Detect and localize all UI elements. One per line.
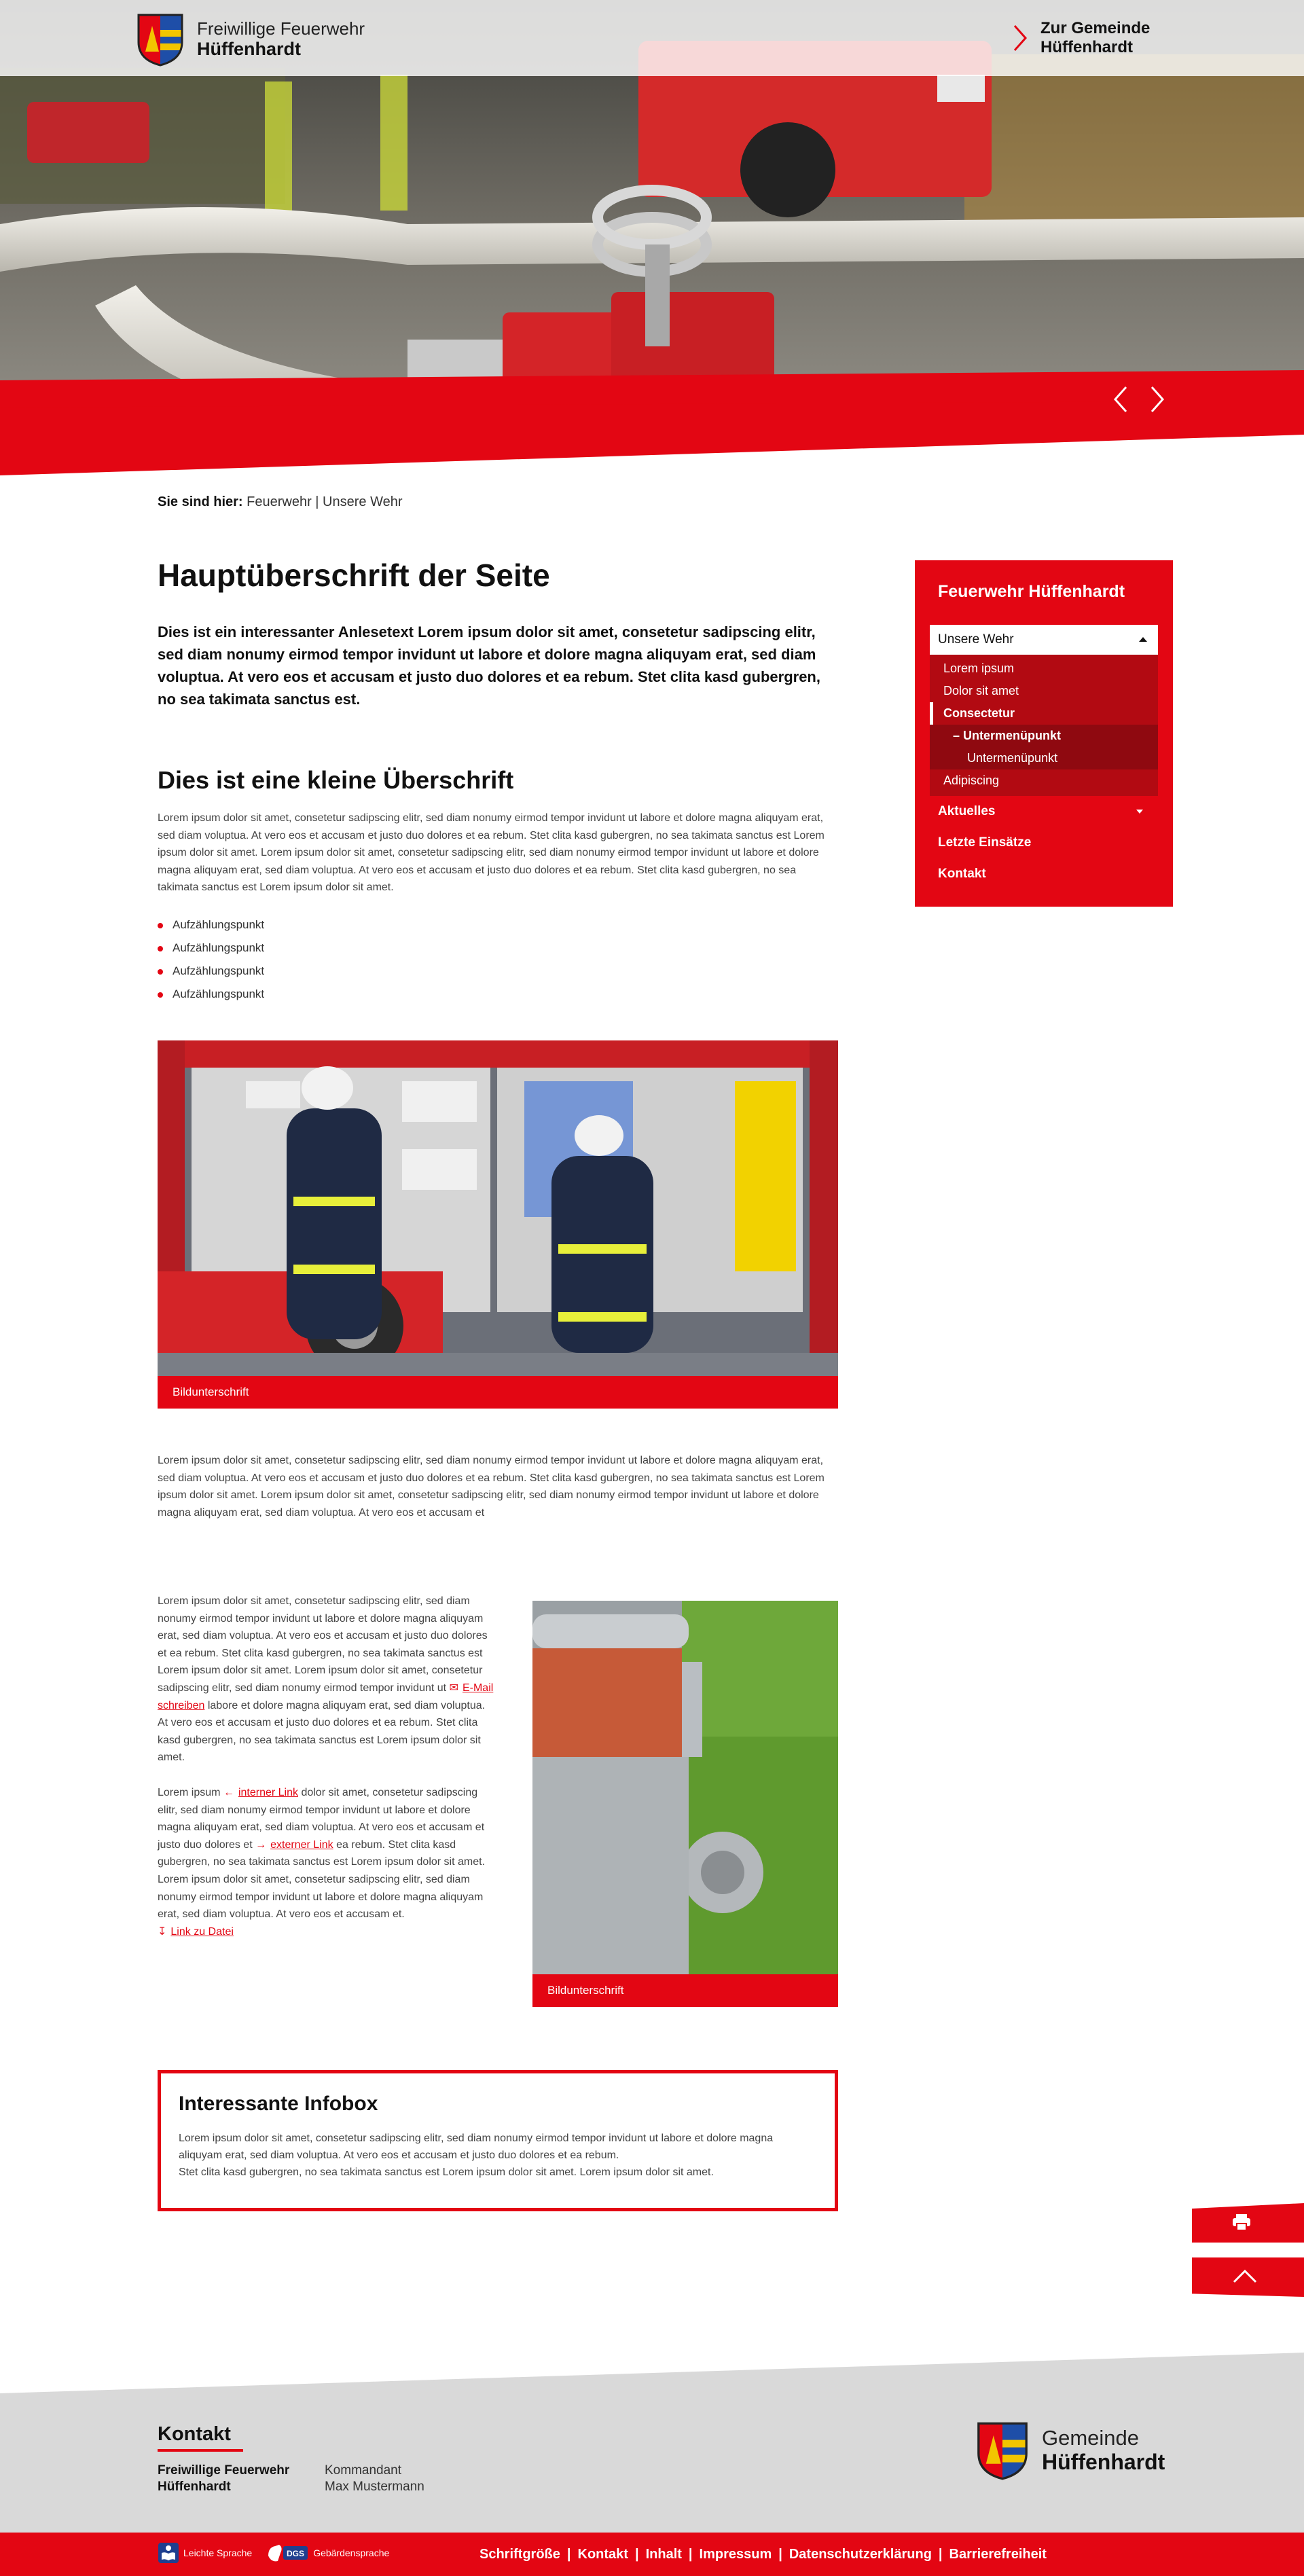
nav-item-consectetur[interactable]: Consectetur <box>930 702 1158 725</box>
list-item: Aufzählungspunkt <box>158 987 264 1011</box>
footer-link-impressum[interactable]: Impressum <box>699 2547 772 2562</box>
brand-text <box>197 19 365 60</box>
arrow-right-icon: → <box>255 1838 267 1851</box>
brand-logo[interactable] <box>136 12 365 67</box>
sign-language-link[interactable] <box>266 2542 389 2564</box>
email-icon: ✉ <box>449 1682 458 1694</box>
infobox-text-2: Stet clita kasd gubergren, no sea takimata sanctus est Lorem ipsum dolor sit amet. Lorem ipsum dolor sit amet. <box>179 2166 714 2178</box>
footer-name: Max Mustermann <box>325 2479 424 2494</box>
brand-line1: Freiwillige Feuerwehr <box>197 18 365 39</box>
email-link[interactable]: E-Mail schreiben <box>158 1682 494 1711</box>
bullet-list <box>158 918 264 1011</box>
footer-brand-line2: Hüffenhardt <box>1042 2450 1165 2475</box>
footer-link-datenschutz[interactable]: Datenschutzerklärung <box>789 2547 932 2562</box>
column-text: labore et dolore magna aliquyam erat, sed diam voluptua. At vero eos et accusam et justo duo dolores et ea rebum. Stet clita kasd gubergren, no sea takimata sanctus est Lorem ipsum dolor sit amet. <box>158 1699 486 1764</box>
footer-link-kontakt[interactable]: Kontakt <box>577 2547 628 2562</box>
list-item: Aufzählungspunkt <box>158 964 264 987</box>
nav-item-kontakt[interactable]: Kontakt <box>938 867 986 881</box>
chevron-up-icon <box>1231 2264 1258 2287</box>
file-icon: ↧ <box>158 1925 167 1938</box>
infobox-text <box>179 2130 817 2181</box>
infobox <box>158 2070 838 2211</box>
list-item: Aufzählungspunkt <box>158 918 264 941</box>
main-content <box>158 557 838 710</box>
nav-item-untermenuepunkt-active[interactable]: – Untermenüpunkt <box>930 725 1158 747</box>
footer-kontakt-title: Kontakt <box>158 2423 231 2445</box>
footer-gemeinde-logo[interactable] <box>975 2420 1165 2480</box>
footer-organisation <box>158 2463 289 2495</box>
footer-link-inhalt[interactable]: Inhalt <box>645 2547 682 2562</box>
body-paragraph-2: Lorem ipsum dolor sit amet, consetetur sadipscing elitr, sed diam nonumy eirmod tempor invidunt ut labore et dolore magna aliquyam erat, sed diam voluptua. At vero eos et accusam et justo duo dolores et ea rebum. Stet clita kasd gubergren, no sea takimata sanctus est Lorem ipsum dolor sit amet. Lorem ipsum dolor sit amet, consetetur sadipscing elitr, sed diam nonumy eirmod tempor invidunt ut labore et dolore magna aliquyam erat, sed diam voluptua. At vero eos et accusam et <box>158 1455 825 1519</box>
figure-caption: Bildunterschrift <box>532 1974 838 2007</box>
footer-link-barrierefreiheit[interactable]: Barrierefreiheit <box>949 2547 1047 2562</box>
slider-controls <box>1111 384 1167 414</box>
hero-banner <box>0 0 1304 475</box>
column-paragraph-1 <box>158 1593 494 1766</box>
scroll-top-button[interactable] <box>1192 2257 1304 2297</box>
nav-item-untermenuepunkt[interactable]: Untermenüpunkt <box>967 751 1058 765</box>
footer-role: Kommandant <box>325 2463 402 2478</box>
sidebar-title: Feuerwehr Hüffenhardt <box>938 582 1125 601</box>
nav-item-letzte-einsaetze[interactable]: Letzte Einsätze <box>938 835 1032 850</box>
print-button[interactable] <box>1192 2203 1304 2243</box>
footer-link-schriftgroesse[interactable]: Schriftgröße <box>479 2547 560 2562</box>
subheading: Dies ist eine kleine Überschrift <box>158 766 514 794</box>
file-link[interactable]: Link zu Datei <box>170 1925 234 1938</box>
gemeinde-line2: Hüffenhardt <box>1040 37 1133 56</box>
firefighters-photo <box>158 1040 838 1376</box>
footer-brand-text <box>1042 2426 1165 2475</box>
footer-title-underline <box>158 2449 243 2452</box>
infobox-text-1: Lorem ipsum dolor sit amet, consetetur sadipscing elitr, sed diam nonumy eirmod tempor invidunt ut labore et dolore magna aliquyam erat, sed diam voluptua. At vero eos et accusam et justo duo dolores et ea rebum. <box>179 2133 774 2161</box>
header-bar <box>0 0 1304 76</box>
nav-submenu <box>930 655 1158 796</box>
internal-link[interactable]: interner Link <box>238 1786 298 1798</box>
column-text: Lorem ipsum <box>158 1786 221 1798</box>
dgs-badge-text: DGS <box>287 2549 305 2558</box>
nav-subsubmenu <box>930 725 1158 769</box>
body-paragraph-1: Lorem ipsum dolor sit amet, consetetur sadipscing elitr, sed diam nonumy eirmod tempor invidunt ut labore et dolore magna aliquyam erat, sed diam voluptua. At vero eos et accusam et justo duo dolores et ea rebum. Stet clita kasd gubergren, no sea takimata sanctus est Lorem ipsum dolor sit amet. Lorem ipsum dolor sit amet, consetetur sadipscing elitr, sed diam nonumy eirmod tempor invidunt ut labore et dolore magna aliquyam erat, sed diam voluptua. At vero eos et accusam et justo duo dolores et ea rebum. Stet clita kasd gubergren, no sea takimata sanctus est Lorem ipsum dolor sit amet. <box>158 812 825 894</box>
breadcrumb <box>158 494 403 510</box>
sign-language-icon <box>266 2542 309 2564</box>
brand-line2: Hüffenhardt <box>197 39 301 60</box>
arrow-left-icon: ← <box>223 1786 234 1798</box>
external-link[interactable]: externer Link <box>270 1838 333 1851</box>
slider-next-button[interactable] <box>1148 384 1167 414</box>
footer-brand-line1: Gemeinde <box>1042 2425 1140 2450</box>
sidebar-nav <box>915 560 1173 907</box>
gemeinde-link[interactable] <box>1012 19 1150 56</box>
column-text: dolor sit amet, consetetur sadipscing elitr, sed diam nonumy eirmod tempor invidunt ut labore et dolore magna aliquyam erat, sed diam voluptua. At vero eos et accusam et justo duo dolores et <box>158 1786 485 1851</box>
list-item: Aufzählungspunkt <box>158 941 264 964</box>
crest-icon <box>136 12 185 67</box>
nav-item-adipiscing[interactable]: Adipiscing <box>943 774 1000 787</box>
easy-language-icon <box>158 2542 179 2564</box>
text-column <box>158 1593 494 1940</box>
figure-firefighters <box>158 1040 838 1409</box>
nav-dropdown[interactable]: Unsere Wehr <box>930 625 1158 655</box>
footer-org-line1: Freiwillige Feuerwehr <box>158 2463 290 2478</box>
column-paragraph-2 <box>158 1784 494 1940</box>
crest-icon <box>975 2420 1030 2480</box>
arrow-left-icon <box>1111 384 1130 414</box>
slider-prev-button[interactable] <box>1111 384 1130 414</box>
accessibility-links <box>158 2542 389 2564</box>
footer-contact-person <box>325 2463 424 2495</box>
nav-item-dolor-sit-amet[interactable]: Dolor sit amet <box>943 684 1019 697</box>
breadcrumb-label: Sie sind hier: <box>158 494 243 509</box>
breadcrumb-path[interactable]: Feuerwehr | Unsere Wehr <box>247 494 403 509</box>
gemeinde-line1: Zur Gemeinde <box>1040 19 1151 37</box>
easy-language-label: Leichte Sprache <box>183 2547 253 2558</box>
column-text: ea rebum. Stet clita kasd gubergren, no sea takimata sanctus est Lorem ipsum dolor sit amet. Lorem ipsum dolor sit amet, consetetur sadipscing elitr, sed diam nonumy eirmod tempor invidunt ut labore et dolore magna aliquyam erat, sed diam voluptua. At vero eos et accusam et. <box>158 1838 486 1921</box>
hydrant-photo <box>532 1601 838 1974</box>
print-icon <box>1231 2210 1252 2233</box>
column-text: Lorem ipsum dolor sit amet, consetetur sadipscing elitr, sed diam nonumy eirmod tempor invidunt ut labore et dolore magna aliquyam erat, sed diam voluptua. At vero eos et accusam et justo duo dolores et ea rebum. Stet clita kasd gubergren, no sea takimata sanctus est Lorem ipsum dolor sit amet. Lorem ipsum dolor sit amet, consetetur sadipscing elitr, sed diam nonumy eirmod tempor invidunt ut <box>158 1595 488 1694</box>
sign-language-label: Gebärdensprache <box>313 2547 390 2558</box>
footer-org-line2: Hüffenhardt <box>158 2479 231 2494</box>
figure-hydrant <box>532 1601 838 2007</box>
nav-item-aktuelles[interactable]: Aktuelles <box>930 796 1158 827</box>
figure-caption: Bildunterschrift <box>158 1376 838 1409</box>
chevron-right-icon <box>1012 23 1028 53</box>
arrow-right-icon <box>1148 384 1167 414</box>
intro-text: Dies ist ein interessanter Anlesetext Lorem ipsum dolor sit amet, consetetur sadipscing elitr, sed diam nonumy eirmod tempor invidunt ut labore et dolore magna aliquyam erat, sed diam voluptua. At vero eos et accusam et justo duo dolores et ea rebum. Stet clita kasd gubergren, no sea takimata sanctus est. <box>158 623 820 708</box>
bottom-bar <box>0 2533 1304 2576</box>
page-title: Hauptüberschrift der Seite <box>158 558 550 593</box>
footer-links: Schriftgröße | Kontakt | Inhalt | Impressum | Datenschutzerklärung | Barrierefreiheit <box>479 2547 1047 2562</box>
easy-language-link[interactable] <box>158 2542 252 2564</box>
gemeinde-link-label <box>1040 19 1150 56</box>
infobox-title: Interessante Infobox <box>179 2092 378 2115</box>
nav-item-lorem-ipsum[interactable]: Lorem ipsum <box>943 661 1015 675</box>
